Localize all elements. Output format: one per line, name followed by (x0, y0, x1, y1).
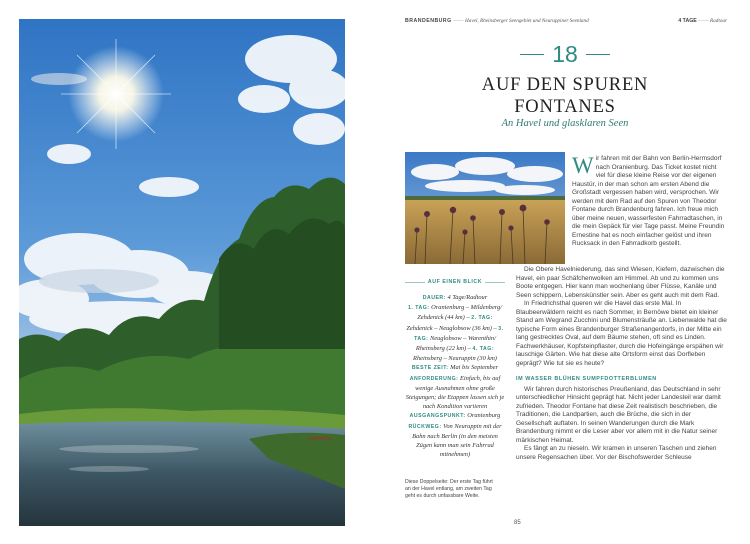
tag2-label: 2. TAG: (471, 315, 493, 322)
section-paragraph: Es fängt an zu nieseln. Wir kramen in unseren Taschen und ziehen unsere Regensachen über. Vor der Bischofswerder Schleuse (516, 445, 717, 461)
dauer-value: 4 Tage/Radtour (447, 294, 488, 301)
tag3-value: Neuglobsow – Warenthin/ Rheinsberg (22 km) – (415, 334, 496, 353)
info-box-rule-left (405, 282, 425, 283)
requirement-value: Einfach, bis auf wenige Ausnahmen ohne große Steigungen; die Etappen lassen sich je nach Kondition variieren (405, 374, 505, 411)
tour-number-rule-right (586, 54, 610, 55)
running-head-right (678, 16, 727, 26)
return-label: RÜCKWEG: (408, 423, 442, 430)
requirement-label: ANFORDERUNG: (409, 375, 459, 382)
info-box-text: DAUER: 4 Tage/Radtour 1. TAG: Oranienburg – Mildenberg/ Zehdenick (44 km) – 2. TAG: Zehdenick – Neuglobsow (36 km) – 3. TAG: Neuglobsow – Warenthin/ Rheinsberg (22 km) – 4. TAG: Rheinsberg – Neuruppin (30 km) BESTE ZEIT: Mai bis September ANFORDERUNG: Einfach, bis auf wenige Ausnahmen ohne große Steigungen; die Etappen lassen sich je nach Kondition variieren AUSGANGSPUNKT: Oranienburg RÜCKWEG: Von Neuruppin mit der Bahn nach Berlin (in den meisten Zügen kann man sein Fahrrad mitnehmen) (405, 294, 505, 459)
info-box-title: AUF EINEN BLICK (427, 279, 483, 285)
info-box-rule-right (485, 282, 505, 283)
tour-number (505, 40, 625, 68)
body-paragraph: Die Obere Havelniederung, das sind Wiesen, Kiefern, dazwischen die Havel, ein paar Schäfchenwolken am Himmel. Ab und zu kommen uns Boote entgegen. Hier kann man wochenlang über Flüsse, Kanäle und Seen schippern, Lebenskünstler sein. Aber es geht auch mit dem Rad. (516, 266, 725, 299)
page-number: 85 (514, 520, 521, 526)
season-label: BESTE ZEIT: (411, 365, 449, 372)
season-value: Mai bis September (450, 364, 499, 372)
chapter-title: AUF DEN SPUREN FONTANES (481, 75, 649, 117)
tag4-value: Rheinsberg – Neuruppin (30 km) (413, 355, 497, 363)
tag3-label: 3. TAG: (414, 325, 504, 342)
thistle-meadow-photo (405, 152, 565, 264)
tag1-value: Oranienburg – Mildenberg/ Zehdenick (44 km) – (417, 304, 503, 322)
return-value: Von Neuruppin mit der Bahn nach Berlin (in den meisten Zügen kann man sein Fahrrad mitnehmen) (412, 422, 502, 459)
running-head-state: BRANDENBURG (405, 18, 452, 24)
chapter-subtitle: An Havel und glasklaren Seen (501, 118, 629, 129)
drop-cap: W (572, 153, 594, 178)
body-paragraph: In Friedrichsthal queren wir die Havel das erste Mal. In Blaubeerwäldern reicht es nach Sommer, in Bernöwe bietet ein kleiner Stand am Wegrand Zucchini und Blumensträuße an. Liebenwalde hat die typische Form eines Brandenburger Straßenangerdorfs, in der Mitte ein lang gestrecktes Oval, auf dem Bäume stehen, oft sind es Linden. Fachwerkhäuser, Kopfsteinpflaster, durch die Hofeingänge erspähen wir lauschige Gärten. Wie hat diese alte Ortsform einst das Dorfleben geprägt? Wie tut sie es heute? (516, 300, 727, 367)
section-paragraph: Wir fahren durch historisches Preußenland, das Deutschland in sehr unterschiedlicher Hinsicht geprägt hat. Nicht jeder Landesteil war damit zufrieden. Theodor Fontane hat diese Zeit realistisch beschrieben, die Traditionen, die Landpartien, auch die Brüche, die sich in der Gesellschaft auftaten. In seinen Wanderungen durch die Mark Brandenburg nimmt er die Leser aber vor allem mit in die Natur seiner märkischen Heimat. (516, 385, 721, 444)
running-head (405, 16, 727, 26)
running-head-days: 4 TAGE (678, 18, 697, 24)
running-head-dash-right: —— (698, 18, 710, 24)
start-value: Oranienburg (467, 412, 501, 420)
dauer-label: DAUER: (422, 295, 446, 301)
intro-text: ir fahren mit der Bahn von Berlin-Hermsdorf nach Oranienburg. Das Ticket kostet nicht viel für diese kleine Reise vor der eigenen Haustür, in der man schon am ersten Abend die Großstadt vergessen haben wird, versprochen. Wir werden mit dem Rad auf den Spuren von Theodor Fontane durch Brandenburg fahren. Ich freue mich über meine neuen, wasserfesten Fahrradtaschen, in die mein Gepäck für vier Tage passt. Meine Freundin Ernestine hat es noch einfacher gelöst und ihren Rucksack in den Fahrradkorb gestellt. (572, 155, 725, 247)
info-box (405, 277, 505, 459)
tag1-label: 1. TAG: (407, 305, 430, 312)
running-head-dash: —— (453, 18, 465, 24)
tour-number-value: 18 (552, 41, 578, 67)
tag2-value: Zehdenick – Neuglobsow (36 km) (406, 324, 492, 332)
section-heading: IM WASSER BLÜHEN SUMPFDOTTERBLUMEN (516, 376, 657, 382)
start-label: AUSGANGSPUNKT: (409, 413, 466, 420)
running-head-mode: Radtour (709, 18, 727, 24)
info-box-header (405, 277, 505, 287)
intro-paragraph (572, 155, 727, 249)
photo-caption: Diese Doppelseite: Der erste Tag führt an der Havel entlang, am zweiten Tag geht es durch unfassbare Weite. (405, 479, 493, 499)
running-head-region: Havel, Rheinsberger Seengebiet und Neuruppiner Seenland (465, 18, 589, 24)
tag4-label: 4. TAG: (472, 346, 495, 353)
body-column (516, 266, 727, 462)
tour-number-rule-left (520, 54, 544, 55)
river-landscape-photo (19, 19, 345, 526)
